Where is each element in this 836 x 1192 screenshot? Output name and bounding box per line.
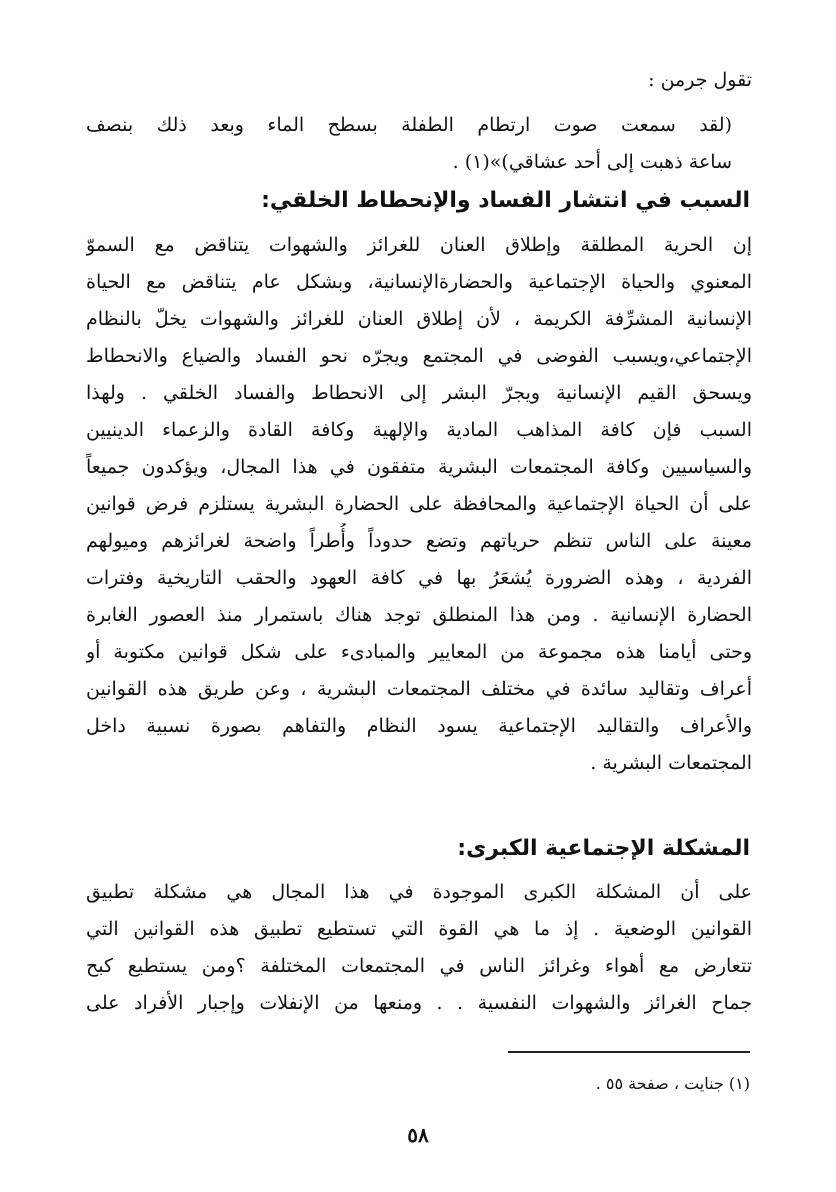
intro-line: تقول جرمن : (648, 69, 752, 91)
paragraph-line: الإنسانية المشرِّفة الكريمة ، لأن إطلاق العنان للغرائز والشهوات يخلّ بالنظام (86, 308, 752, 330)
paragraph-line: على أن المشكلة الكبرى الموجودة في هذا المجال هي مشكلة تطبيق (86, 881, 752, 903)
paragraph-line: وحتى أيامنا هذه مجموعة من المعايير والمبادىء على شكل قوانين مكتوبة أو (86, 641, 752, 663)
paragraph-line: الفردية ، وهذه الضرورة يُشعَرُ بها في كافة العهود والحقب التاريخية وفترات (86, 567, 752, 589)
paragraph-line: الإجتماعي،ويسبب الفوضى في المجتمع ويجرّه نحو الفساد والضياع والانحطاط (86, 345, 752, 367)
paragraph-line: أعراف وتقاليد سائدة في مختلف المجتمعات البشرية ، وعن طريق هذه القوانين (86, 678, 752, 700)
paragraph-line: على أن الحياة الإجتماعية والمحافظة على الحضارة البشرية يستلزم فرض قوانين (86, 493, 752, 515)
section-heading-corruption: السبب في انتشار الفساد والإنحطاط الخلقي: (261, 188, 750, 213)
paragraph-line: تتعارض مع أهواء وغرائز الناس في المجتمعات المختلفة ؟ومن يستطيع كبح (86, 955, 752, 977)
paragraph-line: السبب فإن كافة المذاهب المادية والإلهية وكافة القادة والزعماء الدينيين (86, 419, 752, 441)
paragraph-line: والأعراف والتقاليد الإجتماعية يسود النظام والتفاهم بصورة نسبية داخل (86, 715, 752, 737)
footnote-divider (508, 1051, 750, 1053)
paragraph-line: والسياسيين وكافة المجتمعات البشرية متفقون في هذا المجال، ويؤكدون جميعاً (86, 456, 752, 478)
quote-line-2: ساعة ذهبت إلى أحد عشاقي)»(١) . (452, 151, 732, 173)
section-heading-social-problem: المشكلة الإجتماعية الكبرى: (457, 836, 750, 861)
footnote: (١) جنايت ، صفحة ٥٥ . (595, 1074, 750, 1093)
paragraph-line: المجتمعات البشرية . (590, 752, 752, 774)
paragraph-line: المعنوي والحياة الإجتماعية والحضارةالإنسانية، وبشكل عام يتناقض مع الحياة (86, 271, 752, 293)
paragraph-line: جماح الغرائز والشهوات النفسية . . ومنعها من الإنفلات وإجبار الأفراد على (86, 992, 752, 1014)
paragraph-line: إن الحرية المطلقة وإطلاق العنان للغرائز والشهوات يتناقض مع السموّ (86, 234, 752, 256)
paragraph-line: ويسحق القيم الإنسانية ويجرّ البشر إلى الانحطاط والفساد الخلقي . ولهذا (86, 382, 752, 404)
paragraph-line: القوانين الوضعية . إذ ما هي القوة التي تستطيع تطبيق هذه القوانين التي (86, 918, 752, 940)
paragraph-line: معينة على الناس تنظم حرياتهم وتضع حدوداً وأُطراً واضحة لغرائزهم وميولهم (86, 530, 752, 552)
paragraph-line: الحضارة الإنسانية . ومن هذا المنطلق توجد هناك باستمرار منذ العصور الغابرة (86, 604, 752, 626)
quote-line-1: (لقد سمعت صوت ارتطام الطفلة بسطح الماء وبعد ذلك بنصف (86, 114, 732, 136)
page-number: ٥٨ (407, 1123, 429, 1147)
